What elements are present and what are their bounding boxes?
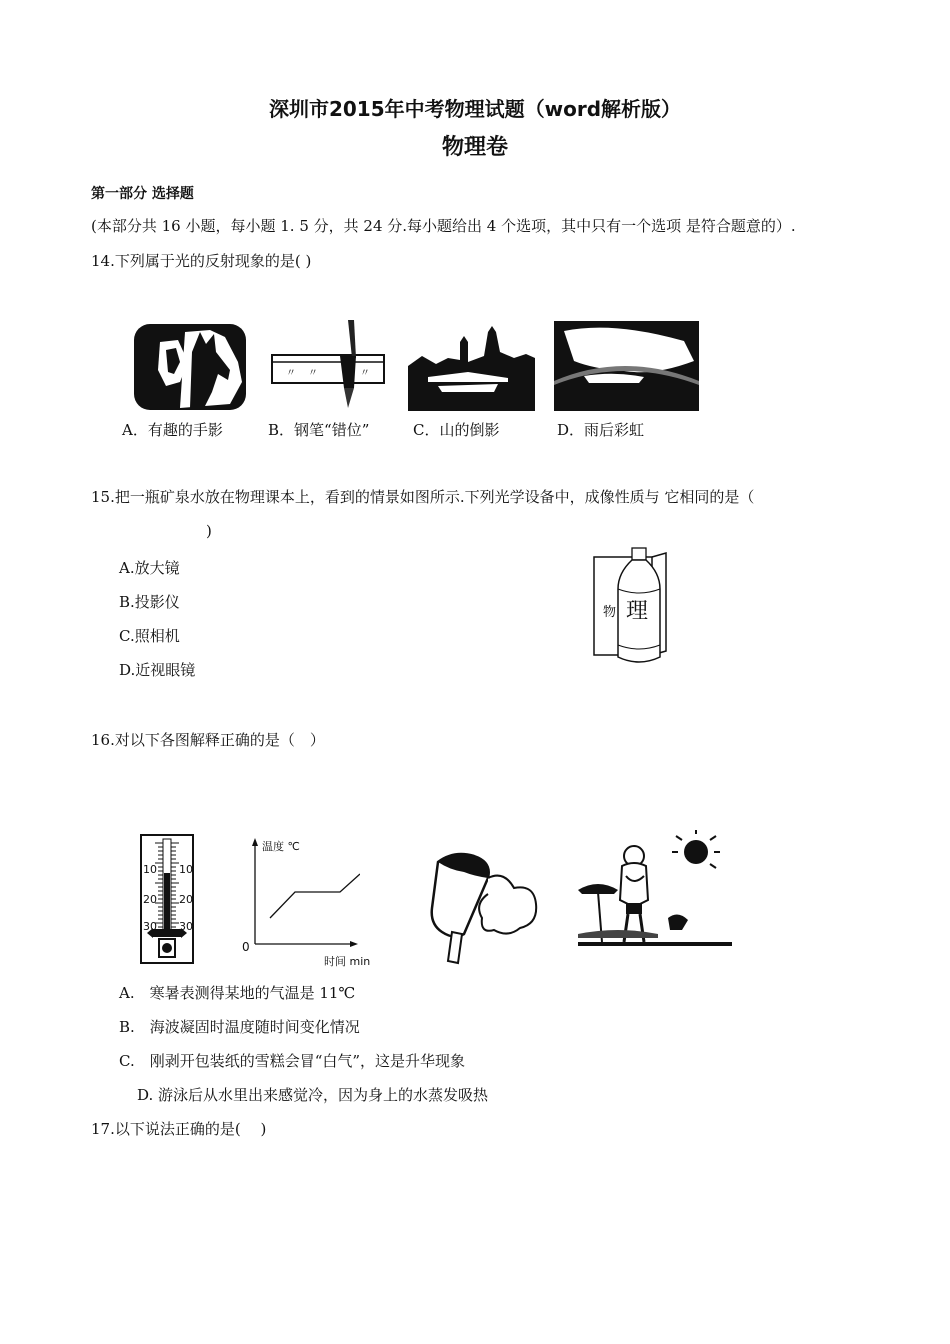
page-title: 深圳市2015年中考物理试题（word解析版） [268, 97, 682, 121]
mountain-reflection-image [408, 322, 535, 411]
q14-stem: 14.下列属于光的反射现象的是( ) [91, 252, 312, 270]
q15-option-a: A.放大镜 [119, 559, 180, 577]
svg-text:〃: 〃 [360, 368, 370, 379]
page-subtitle: 物理卷 [441, 135, 508, 160]
q15-stem: 15.把一瓶矿泉水放在物理课本上，看到的情景如图所示.下列光学设备中，成像性质与 它相同的是（ [91, 488, 755, 506]
section-heading: 第一部分 选择题 [91, 186, 194, 202]
bottle-figure-big-char: 理 [626, 599, 649, 624]
q17-stem: 17.以下说法正确的是( ) [91, 1120, 267, 1138]
therm-left-label-20: 20 [143, 893, 157, 906]
therm-right-label-20: 20 [179, 893, 193, 906]
pen-in-glass-image [268, 318, 390, 410]
q16-stem: 16.对以下各图解释正确的是（ ） [91, 731, 325, 749]
q14-option-b: B．钢笔“错位” [268, 421, 370, 439]
graph-origin-label: 0 [242, 940, 250, 954]
q16-option-c: C. 刚剥开包装纸的雪糕会冒“白气”，这是升华现象 [119, 1052, 466, 1070]
section-note: (本部分共 16 小题，每小题 1. 5 分，共 24 分.每小题给出 4 个选项，其中只有一个选项 是符合题意的）. [91, 217, 796, 235]
graph-x-label: 时间 min [324, 955, 371, 968]
hand-shadow-image [130, 322, 249, 412]
rainbow-image [554, 321, 699, 411]
bottle-figure-small-char: 物 [603, 605, 617, 620]
svg-text:〃: 〃 [286, 368, 296, 379]
swimmer-image [578, 830, 732, 960]
q16-option-b: B. 海波凝固时温度随时间变化情况 [119, 1018, 360, 1036]
therm-right-label-10: 10 [179, 863, 193, 876]
temperature-graph [240, 836, 360, 954]
q14-option-d: D．雨后彩虹 [557, 421, 645, 439]
q15-stem-end: ) [206, 522, 212, 540]
q15-option-d: D.近视眼镜 [119, 661, 196, 679]
ice-cream-image [424, 848, 542, 966]
q14-option-a: A．有趣的手影 [122, 421, 223, 439]
q16-option-d: D. 游泳后从水里出来感觉冷，因为身上的水蒸发吸热 [137, 1086, 489, 1104]
q14-option-c: C．山的倒影 [413, 421, 500, 439]
therm-right-label-30: 30 [179, 920, 193, 933]
svg-text:〃: 〃 [308, 368, 318, 379]
q15-option-b: B.投影仪 [119, 593, 180, 611]
q16-option-a: A. 寒暑表测得某地的气温是 11℃ [119, 984, 356, 1002]
therm-left-label-10: 10 [143, 863, 157, 876]
q15-option-c: C.照相机 [119, 627, 180, 645]
graph-y-label: 温度 ℃ [262, 840, 300, 853]
therm-left-label-30: 30 [143, 920, 157, 933]
